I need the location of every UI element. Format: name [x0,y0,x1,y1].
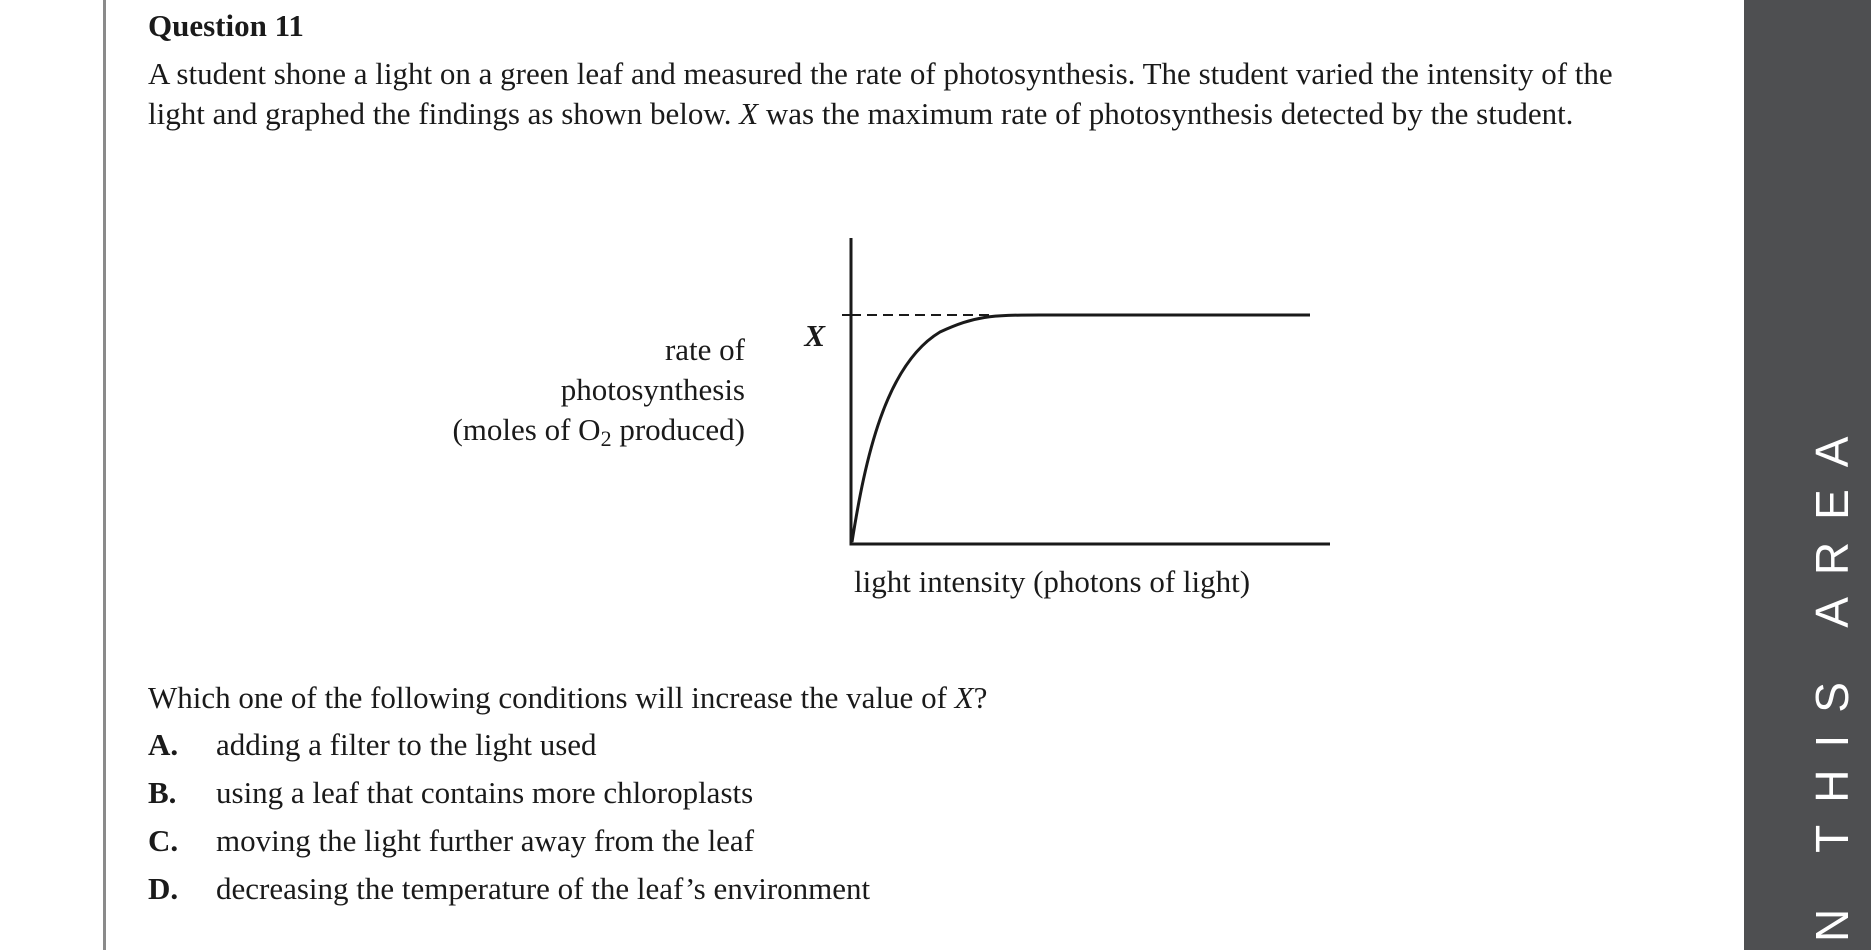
intro-x-symbol: X [739,96,759,131]
page-border [103,0,106,950]
question-stem: Which one of the following conditions will increase the value of X? [148,680,988,715]
option-text: decreasing the temperature of the leaf’s environment [216,871,871,906]
option-text: adding a filter to the light used [216,727,597,762]
option-text: using a leaf that contains more chloroplasts [216,775,754,810]
option-letter: D. [148,871,179,906]
y-axis-label-line-1: rate of [664,332,745,367]
question-title: Question 11 [148,8,304,43]
rate-curve [852,315,1310,542]
y-tick-x-label: X [804,318,825,353]
side-margin-text: N THIS AREA [1806,414,1858,942]
x-axis-label: light intensity (photons of light) [854,564,1251,599]
question-intro [148,54,1668,134]
option-letter: B. [148,775,177,810]
y-axis-label-line-2: photosynthesis [560,372,745,407]
chart-plot [790,220,1340,560]
option-letter: C. [148,823,179,858]
intro-part-1: A student shone a light on a green leaf and measured the rate of photosynthesis. The student varied the intensity of the light and graphed the findings as shown below. [148,56,1613,131]
option-letter: A. [148,727,179,762]
side-margin-strip [1744,0,1871,950]
subscript-2: 2 [600,426,612,451]
y-axis-label-line-3: (moles of $O_2$ produced) [452,412,745,451]
y-axis-label [420,330,745,459]
intro-part-2: was the maximum rate of photosynthesis detected by the student. [758,96,1574,131]
option-text: moving the light further away from the leaf [216,823,755,858]
stem-x-symbol: X [954,680,974,715]
photosynthesis-graph [420,220,1340,620]
